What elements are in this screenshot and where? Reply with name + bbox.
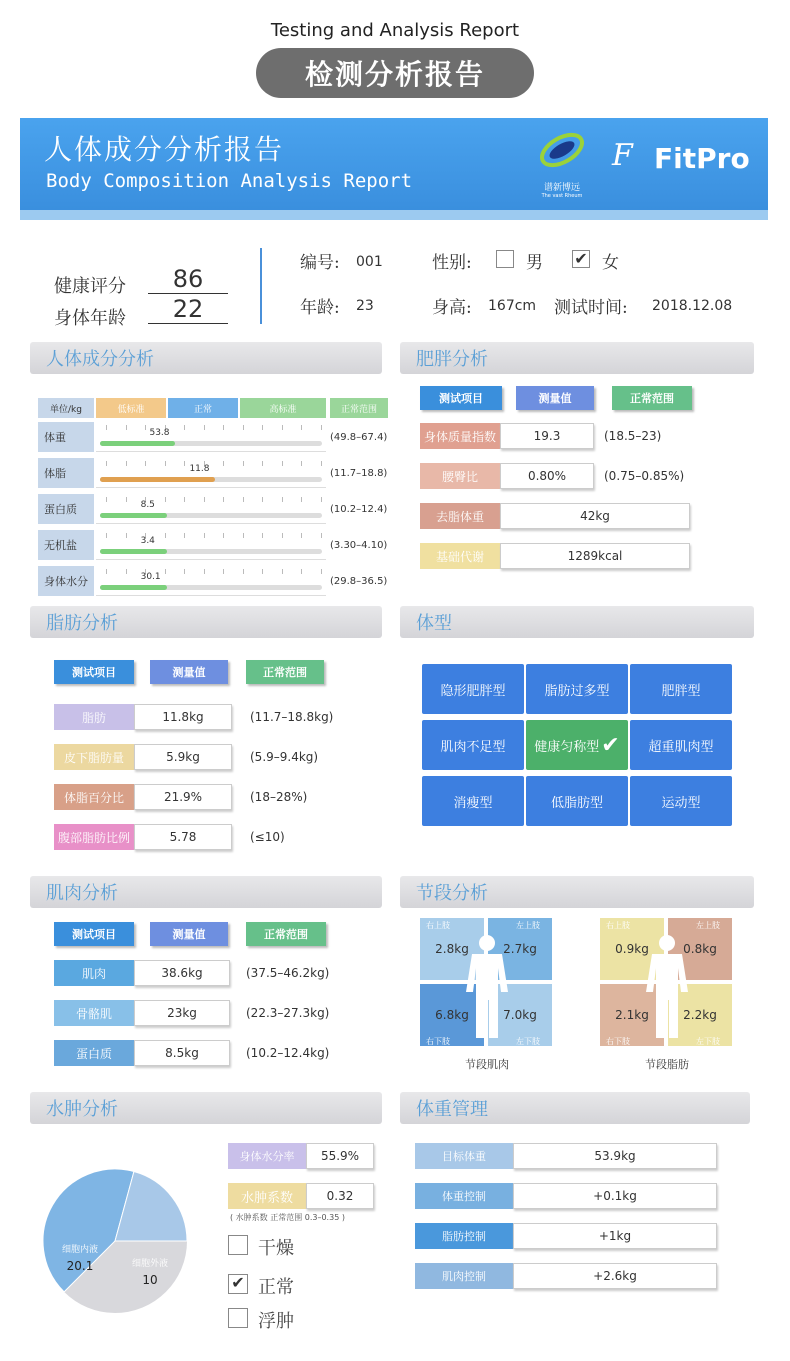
- banner-underline: [20, 210, 768, 220]
- weight-row-label: 目标体重: [415, 1143, 513, 1169]
- comp-row-bar: [96, 566, 326, 596]
- id-label: 编号:: [300, 253, 340, 273]
- comp-row-bar: [96, 458, 326, 488]
- section-weight: 体重管理: [400, 1092, 750, 1124]
- bar-tick: [321, 497, 322, 502]
- test-time-value: 2018.12.08: [652, 298, 733, 314]
- bar-tick: [321, 425, 322, 430]
- obesity-row-label: 身体质量指数: [420, 423, 500, 449]
- pie-slice-value: 20.1: [66, 1259, 94, 1273]
- bar-tick: [223, 425, 224, 430]
- bar-tick: [126, 533, 127, 538]
- seg-muscle-lt-label: 左上肢: [516, 921, 540, 930]
- section-body-composition: 人体成分分析: [30, 342, 382, 374]
- body-silhouette-icon: [464, 934, 510, 1040]
- body-type-label: 消瘦型: [453, 795, 493, 811]
- fat-header-value: 测量值: [150, 660, 228, 684]
- checkmark-icon: ✔: [601, 732, 620, 758]
- col-low: 低标准: [96, 398, 166, 418]
- normal-checkbox[interactable]: ✔: [228, 1274, 248, 1294]
- edema-checkbox[interactable]: [228, 1308, 248, 1328]
- seg-muscle-rb-label: 右下肢: [426, 1037, 450, 1046]
- weight-row-label: 肌肉控制: [415, 1263, 513, 1289]
- comp-row-label: 体脂: [38, 458, 94, 488]
- bar-value: 30.1: [140, 572, 161, 582]
- obesity-row-value: 42kg: [500, 503, 690, 529]
- body-type-grid: [422, 664, 732, 830]
- seg-muscle-left-leg: 7.0kg: [488, 984, 552, 1046]
- obesity-row-label: 去脂体重: [420, 503, 500, 529]
- fitpro-mark-icon: F: [612, 138, 633, 173]
- banner-title-cn: 人体成分分析报告: [44, 133, 285, 166]
- bar-tick: [282, 533, 283, 538]
- body-type-cell[interactable]: [526, 776, 628, 826]
- seg-fat-rb-label: 右下肢: [606, 1037, 630, 1046]
- bar-fill: [100, 441, 175, 446]
- bar-tick: [301, 497, 302, 502]
- bar-tick: [243, 425, 244, 430]
- bar-tick: [165, 569, 166, 574]
- unit-header: 单位/kg: [38, 398, 94, 418]
- bar-tick: [204, 425, 205, 430]
- comp-row-range: (3.30–4.10): [330, 539, 388, 551]
- water-rate-label: 身体水分率: [228, 1143, 306, 1169]
- comp-row-bar: [96, 422, 326, 452]
- segment-muscle-caption: 节段肌肉: [465, 1058, 509, 1071]
- muscle-header-range: 正常范围: [246, 922, 326, 946]
- bar-fill: [100, 549, 167, 554]
- edema-note: ( 水肿系数 正常范围 0.3–0.35 ): [230, 1213, 345, 1222]
- fat-row-label: 体脂百分比: [54, 784, 134, 810]
- muscle-row-value: 38.6kg: [134, 960, 230, 986]
- seg-fat-left-arm: 0.8kg: [668, 918, 732, 980]
- body-type-label: 健康匀称型: [534, 739, 600, 755]
- muscle-row-value: 8.5kg: [134, 1040, 230, 1066]
- fat-row-range: (11.7–18.8kg): [250, 710, 334, 724]
- muscle-row-range: (22.3–27.3kg): [246, 1006, 330, 1020]
- fat-row-label: 脂肪: [54, 704, 134, 730]
- comp-row-label: 蛋白质: [38, 494, 94, 524]
- bar-tick: [262, 425, 263, 430]
- weight-row-value: +1kg: [513, 1223, 717, 1249]
- section-muscle: 肌肉分析: [30, 876, 382, 908]
- health-score-label: 健康评分: [54, 276, 126, 297]
- edema-coef-label: 水肿系数: [228, 1183, 306, 1209]
- body-type-label: 超重肌肉型: [648, 739, 714, 755]
- bar-tick: [184, 497, 185, 502]
- muscle-header-value: 测量值: [150, 922, 228, 946]
- bar-value: 8.5: [140, 500, 155, 510]
- fat-row-label: 腹部脂肪比例: [54, 824, 134, 850]
- brand-logo: [534, 126, 590, 202]
- female-checkbox[interactable]: ✔: [572, 250, 590, 268]
- comp-row-label: 体重: [38, 422, 94, 452]
- info-divider: [260, 248, 262, 324]
- pie-slice-label: 细胞外液: [131, 1259, 169, 1269]
- fat-row-range: (≤10): [250, 830, 285, 844]
- seg-fat-rt-label: 右上肢: [606, 921, 630, 930]
- bar-tick: [301, 533, 302, 538]
- seg-fat-lb-label: 左下肢: [696, 1037, 720, 1046]
- weight-row-label: 体重控制: [415, 1183, 513, 1209]
- test-time-label: 测试时间:: [554, 298, 628, 318]
- fat-row-value: 21.9%: [134, 784, 232, 810]
- bar-ticks: [106, 425, 322, 431]
- bar-tick: [282, 497, 283, 502]
- pie-slice-value: 10: [142, 1273, 158, 1287]
- fat-row-value: 5.78: [134, 824, 232, 850]
- pie-slice-label: 细胞内液: [61, 1245, 99, 1255]
- bar-tick: [126, 425, 127, 430]
- bar-tick: [262, 497, 263, 502]
- bar-tick: [301, 569, 302, 574]
- bar-tick: [223, 569, 224, 574]
- bar-tick: [243, 461, 244, 466]
- muscle-row-range: (37.5–46.2kg): [246, 966, 330, 980]
- bar-tick: [282, 569, 283, 574]
- comp-row-label: 无机盐: [38, 530, 94, 560]
- report-title-pill: [256, 48, 534, 98]
- bar-value: 11.8: [189, 464, 210, 474]
- muscle-row-label: 肌肉: [54, 960, 134, 986]
- bar-tick: [301, 461, 302, 466]
- logo-text: 谱新博远: [543, 183, 580, 193]
- bar-tick: [321, 533, 322, 538]
- edema-option-label: 浮肿: [258, 1311, 294, 1332]
- obesity-row-value: 1289kcal: [500, 543, 690, 569]
- comp-row-bar: [96, 494, 326, 524]
- fat-row-value: 11.8kg: [134, 704, 232, 730]
- col-range: 正常范围: [330, 398, 388, 418]
- bar-tick: [126, 569, 127, 574]
- seg-muscle-lb-label: 左下肢: [516, 1037, 540, 1046]
- obesity-row-value: 0.80%: [500, 463, 594, 489]
- bar-tick: [165, 533, 166, 538]
- fat-header-item: 测试项目: [54, 660, 134, 684]
- muscle-row-range: (10.2–12.4kg): [246, 1046, 330, 1060]
- body-silhouette-icon: [644, 934, 690, 1040]
- dry-label: 干燥: [258, 1238, 294, 1259]
- bar-tick: [204, 533, 205, 538]
- body-age-label: 身体年龄: [54, 308, 126, 329]
- body-type-label: 肌肉不足型: [440, 739, 506, 755]
- bar-fill: [100, 513, 167, 518]
- bar-ticks: [106, 533, 322, 539]
- seg-muscle-right-leg: 6.8kg: [420, 984, 484, 1046]
- seg-muscle-rt-label: 右上肢: [426, 921, 450, 930]
- seg-fat-left-leg: 2.2kg: [668, 984, 732, 1046]
- bar-tick: [106, 533, 107, 538]
- bar-tick: [282, 425, 283, 430]
- bar-tick: [184, 569, 185, 574]
- normal-label: 正常: [258, 1277, 294, 1298]
- comp-row-bar: [96, 530, 326, 560]
- body-type-cell[interactable]: [630, 720, 732, 770]
- comp-row-range: (49.8–67.4): [330, 431, 388, 443]
- bar-tick: [243, 497, 244, 502]
- muscle-row-value: 23kg: [134, 1000, 230, 1026]
- bar-tick: [106, 569, 107, 574]
- obesity-header-range: 正常范围: [612, 386, 692, 410]
- body-type-cell[interactable]: [422, 664, 524, 714]
- body-type-cell[interactable]: [526, 664, 628, 714]
- bar-tick: [262, 533, 263, 538]
- bar-ticks: [106, 461, 322, 467]
- bar-tick: [106, 497, 107, 502]
- bar-tick: [184, 533, 185, 538]
- dry-checkbox[interactable]: [228, 1235, 248, 1255]
- height-label: 身高:: [432, 298, 472, 318]
- weight-row-label: 脂肪控制: [415, 1223, 513, 1249]
- gender-label: 性别:: [432, 253, 472, 273]
- comp-row-label: 身体水分: [38, 566, 94, 596]
- weight-row-value: +0.1kg: [513, 1183, 717, 1209]
- section-fat: 脂肪分析: [30, 606, 382, 638]
- body-age-value: 22: [148, 294, 228, 324]
- bar-tick: [243, 533, 244, 538]
- health-score-value: 86: [148, 264, 228, 294]
- male-label: 男: [526, 253, 543, 273]
- seg-fat-right-leg: 2.1kg: [600, 984, 664, 1046]
- edema-coef-value: 0.32: [306, 1183, 374, 1209]
- fat-row-range: (5.9–9.4kg): [250, 750, 319, 764]
- report-banner: [20, 118, 768, 210]
- bar-tick: [126, 461, 127, 466]
- bar-tick: [243, 569, 244, 574]
- seg-muscle-left-arm: 2.7kg: [488, 918, 552, 980]
- obesity-row-range: (18.5–23): [604, 429, 662, 443]
- bar-ticks: [106, 497, 322, 503]
- fat-row-range: (18–28%): [250, 790, 308, 804]
- weight-row-value: 53.9kg: [513, 1143, 717, 1169]
- bar-value: 3.4: [140, 536, 155, 546]
- segment-fat-caption: 节段脂肪: [645, 1058, 689, 1071]
- bar-tick: [204, 569, 205, 574]
- seg-muscle-right-arm: 2.8kg: [420, 918, 484, 980]
- body-type-label: 运动型: [661, 795, 701, 811]
- bar-tick: [223, 533, 224, 538]
- obesity-header-item: 测试项目: [420, 386, 502, 410]
- bar-tick: [165, 497, 166, 502]
- water-rate-value: 55.9%: [306, 1143, 374, 1169]
- obesity-row-range: (0.75–0.85%): [604, 469, 685, 483]
- bar-tick: [321, 569, 322, 574]
- col-normal: 正常: [168, 398, 238, 418]
- bar-tick: [145, 425, 146, 430]
- seg-fat-lt-label: 左上肢: [696, 921, 720, 930]
- body-type-cell[interactable]: [526, 720, 628, 770]
- bar-tick: [262, 569, 263, 574]
- body-type-cell[interactable]: [422, 776, 524, 826]
- obesity-row-label: 腰臀比: [420, 463, 500, 489]
- col-high: 高标准: [240, 398, 326, 418]
- bar-tick: [106, 461, 107, 466]
- bar-tick: [223, 497, 224, 502]
- bar-fill: [100, 477, 215, 482]
- section-body-type: 体型: [400, 606, 754, 638]
- female-label: 女: [602, 253, 619, 273]
- fat-row-value: 5.9kg: [134, 744, 232, 770]
- comp-row-range: (11.7–18.8): [330, 467, 388, 479]
- age-label: 年龄:: [300, 298, 340, 318]
- bar-tick: [126, 497, 127, 502]
- body-type-label: 低脂肪型: [550, 795, 603, 811]
- body-type-label: 脂肪过多型: [544, 683, 610, 699]
- weight-row-value: +2.6kg: [513, 1263, 717, 1289]
- report-subtitle: Testing and Analysis Report: [270, 19, 520, 41]
- section-segment: 节段分析: [400, 876, 754, 908]
- fat-row-label: 皮下脂肪量: [54, 744, 134, 770]
- fat-header-range: 正常范围: [246, 660, 324, 684]
- banner-title-en: Body Composition Analysis Report: [46, 170, 413, 192]
- muscle-header-item: 测试项目: [54, 922, 134, 946]
- bar-tick: [282, 461, 283, 466]
- bar-tick: [184, 461, 185, 466]
- bar-tick: [301, 425, 302, 430]
- body-type-label: 肥胖型: [661, 683, 701, 699]
- segment-fat-diagram: [600, 918, 734, 1050]
- obesity-row-label: 基础代谢: [420, 543, 500, 569]
- bar-tick: [321, 461, 322, 466]
- bar-fill: [100, 585, 167, 590]
- section-obesity: 肥胖分析: [400, 342, 754, 374]
- obesity-header-value: 测量值: [516, 386, 594, 410]
- bar-tick: [145, 461, 146, 466]
- height-value: 167cm: [488, 298, 537, 314]
- bar-tick: [106, 425, 107, 430]
- leaf-logo-icon: [534, 126, 590, 176]
- section-edema: 水肿分析: [30, 1092, 382, 1124]
- muscle-row-label: 蛋白质: [54, 1040, 134, 1066]
- bar-ticks: [106, 569, 322, 575]
- fitpro-brand: FitPro: [654, 142, 750, 175]
- water-pie-chart: [40, 1166, 190, 1316]
- body-type-cell[interactable]: [422, 720, 524, 770]
- bar-tick: [204, 497, 205, 502]
- comp-row-range: (29.8–36.5): [330, 575, 388, 587]
- bar-value: 53.8: [149, 428, 170, 438]
- age-value: 23: [356, 298, 374, 314]
- logo-subtext: The vast Rheum: [541, 193, 583, 199]
- male-checkbox[interactable]: [496, 250, 514, 268]
- bar-tick: [262, 461, 263, 466]
- bar-tick: [165, 461, 166, 466]
- comp-row-range: (10.2–12.4): [330, 503, 388, 515]
- id-value: 001: [356, 254, 383, 270]
- seg-fat-right-arm: 0.9kg: [600, 918, 664, 980]
- bar-tick: [184, 425, 185, 430]
- bar-tick: [223, 461, 224, 466]
- obesity-row-value: 19.3: [500, 423, 594, 449]
- body-type-label: 隐形肥胖型: [440, 683, 506, 699]
- body-type-cell[interactable]: [630, 664, 732, 714]
- body-type-cell[interactable]: [630, 776, 732, 826]
- muscle-row-label: 骨骼肌: [54, 1000, 134, 1026]
- report-title: 检测分析报告: [304, 58, 485, 91]
- segment-muscle-diagram: [420, 918, 554, 1050]
